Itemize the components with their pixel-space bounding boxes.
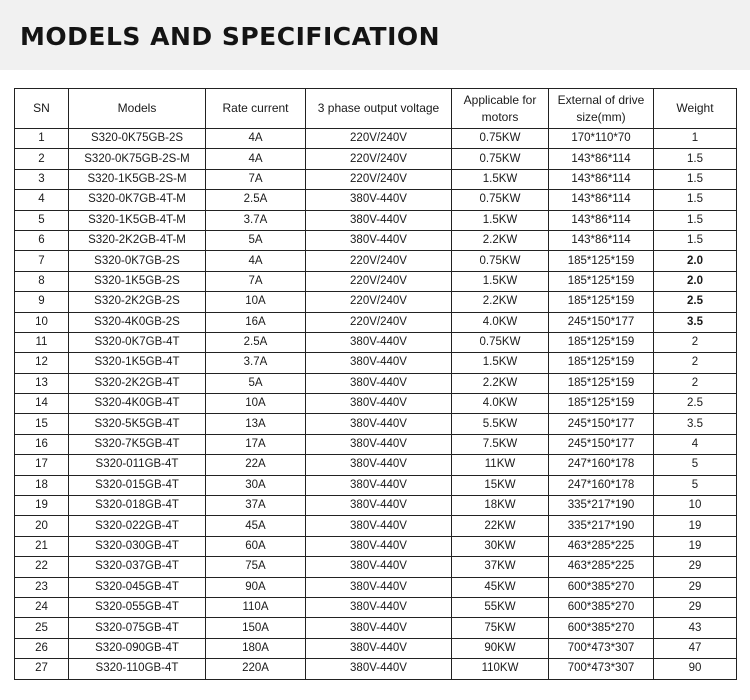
cell-rate-current: 110A [206, 597, 306, 617]
table-row [15, 332, 737, 352]
cell-model: S320-1K5GB-4T [69, 353, 206, 373]
cell-rate-current: 90A [206, 577, 306, 597]
cell-model: S320-1K5GB-2S [69, 271, 206, 291]
table-row [15, 455, 737, 475]
cell-model: S320-5K5GB-4T [69, 414, 206, 434]
cell-output-voltage: 380V-440V [306, 516, 452, 536]
cell-motor-power: 1.5KW [452, 271, 549, 291]
cell-weight: 2.5 [654, 292, 737, 312]
cell-drive-size: 185*125*159 [549, 271, 654, 291]
cell-model: S320-055GB-4T [69, 597, 206, 617]
table-row [15, 129, 737, 149]
cell-rate-current: 22A [206, 455, 306, 475]
cell-model: S320-090GB-4T [69, 638, 206, 658]
cell-sn: 12 [15, 353, 69, 373]
cell-motor-power: 22KW [452, 516, 549, 536]
cell-motor-power: 15KW [452, 475, 549, 495]
cell-sn: 27 [15, 659, 69, 679]
table-row [15, 597, 737, 617]
cell-output-voltage: 380V-440V [306, 659, 452, 679]
cell-sn: 25 [15, 618, 69, 638]
cell-output-voltage: 380V-440V [306, 414, 452, 434]
cell-sn: 20 [15, 516, 69, 536]
table-row [15, 434, 737, 454]
table-row [15, 557, 737, 577]
cell-model: S320-045GB-4T [69, 577, 206, 597]
cell-motor-power: 1.5KW [452, 353, 549, 373]
cell-rate-current: 7A [206, 271, 306, 291]
cell-weight: 5 [654, 475, 737, 495]
cell-sn: 16 [15, 434, 69, 454]
table-row [15, 516, 737, 536]
cell-weight: 29 [654, 577, 737, 597]
cell-sn: 15 [15, 414, 69, 434]
cell-weight: 29 [654, 557, 737, 577]
cell-rate-current: 4A [206, 129, 306, 149]
cell-motor-power: 75KW [452, 618, 549, 638]
header-weight: Weight [654, 89, 737, 129]
cell-drive-size: 185*125*159 [549, 394, 654, 414]
cell-weight: 4 [654, 434, 737, 454]
cell-drive-size: 185*125*159 [549, 353, 654, 373]
header-applicable-line2: motors [481, 109, 519, 124]
table-row [15, 394, 737, 414]
cell-model: S320-110GB-4T [69, 659, 206, 679]
cell-weight: 1.5 [654, 149, 737, 169]
cell-weight: 1.5 [654, 190, 737, 210]
cell-sn: 10 [15, 312, 69, 332]
cell-sn: 19 [15, 496, 69, 516]
header-models: Models [69, 89, 206, 129]
cell-drive-size: 600*385*270 [549, 618, 654, 638]
cell-drive-size: 463*285*225 [549, 536, 654, 556]
cell-rate-current: 5A [206, 230, 306, 250]
cell-motor-power: 37KW [452, 557, 549, 577]
cell-rate-current: 3.7A [206, 210, 306, 230]
cell-model: S320-030GB-4T [69, 536, 206, 556]
cell-sn: 24 [15, 597, 69, 617]
table-row [15, 292, 737, 312]
cell-rate-current: 150A [206, 618, 306, 638]
cell-motor-power: 11KW [452, 455, 549, 475]
cell-model: S320-0K7GB-2S [69, 251, 206, 271]
cell-drive-size: 185*125*159 [549, 332, 654, 352]
cell-output-voltage: 380V-440V [306, 597, 452, 617]
cell-drive-size: 143*86*114 [549, 169, 654, 189]
cell-model: S320-2K2GB-4T [69, 373, 206, 393]
cell-weight: 3.5 [654, 312, 737, 332]
cell-sn: 2 [15, 149, 69, 169]
cell-weight: 43 [654, 618, 737, 638]
table-row [15, 312, 737, 332]
cell-drive-size: 600*385*270 [549, 577, 654, 597]
cell-output-voltage: 380V-440V [306, 618, 452, 638]
cell-sn: 7 [15, 251, 69, 271]
cell-rate-current: 75A [206, 557, 306, 577]
cell-sn: 1 [15, 129, 69, 149]
table-row [15, 496, 737, 516]
table-row [15, 536, 737, 556]
cell-drive-size: 143*86*114 [549, 210, 654, 230]
cell-model: S320-2K2GB-4T-M [69, 230, 206, 250]
cell-drive-size: 600*385*270 [549, 597, 654, 617]
page-header [0, 0, 750, 70]
cell-rate-current: 2.5A [206, 332, 306, 352]
cell-output-voltage: 380V-440V [306, 455, 452, 475]
cell-sn: 23 [15, 577, 69, 597]
cell-rate-current: 10A [206, 394, 306, 414]
cell-drive-size: 245*150*177 [549, 414, 654, 434]
cell-sn: 13 [15, 373, 69, 393]
cell-sn: 3 [15, 169, 69, 189]
cell-weight: 90 [654, 659, 737, 679]
cell-output-voltage: 220V/240V [306, 271, 452, 291]
cell-motor-power: 18KW [452, 496, 549, 516]
cell-output-voltage: 380V-440V [306, 190, 452, 210]
cell-rate-current: 45A [206, 516, 306, 536]
cell-rate-current: 16A [206, 312, 306, 332]
table-row [15, 190, 737, 210]
cell-motor-power: 2.2KW [452, 292, 549, 312]
cell-weight: 1.5 [654, 169, 737, 189]
header-external-size [549, 89, 654, 129]
cell-weight: 10 [654, 496, 737, 516]
table-row [15, 373, 737, 393]
cell-rate-current: 10A [206, 292, 306, 312]
cell-output-voltage: 380V-440V [306, 210, 452, 230]
table-row [15, 169, 737, 189]
cell-model: S320-2K2GB-2S [69, 292, 206, 312]
table-row [15, 230, 737, 250]
cell-rate-current: 37A [206, 496, 306, 516]
cell-output-voltage: 380V-440V [306, 475, 452, 495]
header-sn: SN [15, 89, 69, 129]
cell-model: S320-4K0GB-2S [69, 312, 206, 332]
cell-weight: 2 [654, 373, 737, 393]
cell-motor-power: 1.5KW [452, 169, 549, 189]
cell-rate-current: 7A [206, 169, 306, 189]
cell-sn: 17 [15, 455, 69, 475]
cell-drive-size: 185*125*159 [549, 251, 654, 271]
cell-drive-size: 185*125*159 [549, 373, 654, 393]
cell-output-voltage: 220V/240V [306, 149, 452, 169]
cell-rate-current: 180A [206, 638, 306, 658]
cell-weight: 19 [654, 516, 737, 536]
cell-weight: 1 [654, 129, 737, 149]
cell-sn: 21 [15, 536, 69, 556]
header-external-line2: size(mm) [576, 109, 626, 124]
cell-output-voltage: 380V-440V [306, 638, 452, 658]
cell-drive-size: 245*150*177 [549, 312, 654, 332]
cell-drive-size: 700*473*307 [549, 638, 654, 658]
cell-motor-power: 2.2KW [452, 230, 549, 250]
cell-weight: 2 [654, 332, 737, 352]
cell-motor-power: 1.5KW [452, 210, 549, 230]
cell-motor-power: 7.5KW [452, 434, 549, 454]
cell-weight: 1.5 [654, 210, 737, 230]
cell-drive-size: 245*150*177 [549, 434, 654, 454]
cell-sn: 6 [15, 230, 69, 250]
cell-model: S320-1K5GB-2S-M [69, 169, 206, 189]
cell-model: S320-4K0GB-4T [69, 394, 206, 414]
cell-rate-current: 4A [206, 149, 306, 169]
cell-output-voltage: 220V/240V [306, 312, 452, 332]
cell-sn: 5 [15, 210, 69, 230]
cell-output-voltage: 380V-440V [306, 557, 452, 577]
cell-output-voltage: 380V-440V [306, 353, 452, 373]
cell-output-voltage: 380V-440V [306, 394, 452, 414]
cell-motor-power: 30KW [452, 536, 549, 556]
cell-sn: 26 [15, 638, 69, 658]
cell-output-voltage: 220V/240V [306, 169, 452, 189]
cell-drive-size: 170*110*70 [549, 129, 654, 149]
cell-output-voltage: 220V/240V [306, 251, 452, 271]
cell-sn: 22 [15, 557, 69, 577]
cell-weight: 19 [654, 536, 737, 556]
cell-rate-current: 60A [206, 536, 306, 556]
cell-model: S320-018GB-4T [69, 496, 206, 516]
cell-drive-size: 247*160*178 [549, 455, 654, 475]
cell-motor-power: 2.2KW [452, 373, 549, 393]
cell-weight: 47 [654, 638, 737, 658]
cell-model: S320-015GB-4T [69, 475, 206, 495]
cell-rate-current: 30A [206, 475, 306, 495]
cell-sn: 14 [15, 394, 69, 414]
table-row [15, 577, 737, 597]
header-external-line1: External of drive [557, 92, 645, 107]
cell-model: S320-037GB-4T [69, 557, 206, 577]
header-applicable-motors [452, 89, 549, 129]
cell-model: S320-1K5GB-4T-M [69, 210, 206, 230]
cell-sn: 9 [15, 292, 69, 312]
cell-drive-size: 463*285*225 [549, 557, 654, 577]
cell-output-voltage: 380V-440V [306, 577, 452, 597]
cell-motor-power: 0.75KW [452, 332, 549, 352]
table-row [15, 414, 737, 434]
cell-weight: 5 [654, 455, 737, 475]
cell-rate-current: 17A [206, 434, 306, 454]
cell-drive-size: 185*125*159 [549, 292, 654, 312]
cell-motor-power: 110KW [452, 659, 549, 679]
cell-weight: 2.0 [654, 251, 737, 271]
cell-sn: 18 [15, 475, 69, 495]
cell-model: S320-011GB-4T [69, 455, 206, 475]
page-title: MODELS AND SPECIFICATION [20, 22, 441, 51]
cell-motor-power: 0.75KW [452, 251, 549, 271]
cell-rate-current: 220A [206, 659, 306, 679]
cell-drive-size: 335*217*190 [549, 496, 654, 516]
cell-model: S320-0K7GB-4T [69, 332, 206, 352]
cell-motor-power: 4.0KW [452, 394, 549, 414]
cell-weight: 2.5 [654, 394, 737, 414]
cell-output-voltage: 380V-440V [306, 434, 452, 454]
cell-output-voltage: 380V-440V [306, 332, 452, 352]
cell-output-voltage: 380V-440V [306, 536, 452, 556]
cell-drive-size: 335*217*190 [549, 516, 654, 536]
table-row [15, 271, 737, 291]
table-row [15, 475, 737, 495]
cell-model: S320-022GB-4T [69, 516, 206, 536]
cell-motor-power: 0.75KW [452, 190, 549, 210]
cell-output-voltage: 220V/240V [306, 129, 452, 149]
cell-weight: 3.5 [654, 414, 737, 434]
cell-output-voltage: 380V-440V [306, 230, 452, 250]
cell-rate-current: 5A [206, 373, 306, 393]
table-row [15, 618, 737, 638]
cell-rate-current: 3.7A [206, 353, 306, 373]
table-row [15, 353, 737, 373]
cell-model: S320-075GB-4T [69, 618, 206, 638]
cell-drive-size: 143*86*114 [549, 190, 654, 210]
cell-sn: 11 [15, 332, 69, 352]
cell-rate-current: 13A [206, 414, 306, 434]
cell-motor-power: 45KW [452, 577, 549, 597]
cell-weight: 2 [654, 353, 737, 373]
cell-motor-power: 4.0KW [452, 312, 549, 332]
table-header-row [15, 89, 737, 129]
table-row [15, 659, 737, 679]
cell-model: S320-7K5GB-4T [69, 434, 206, 454]
cell-weight: 1.5 [654, 230, 737, 250]
cell-weight: 2.0 [654, 271, 737, 291]
header-applicable-line1: Applicable for [463, 92, 537, 107]
cell-rate-current: 2.5A [206, 190, 306, 210]
cell-weight: 29 [654, 597, 737, 617]
cell-motor-power: 0.75KW [452, 149, 549, 169]
cell-model: S320-0K7GB-4T-M [69, 190, 206, 210]
cell-output-voltage: 220V/240V [306, 292, 452, 312]
header-rate-current: Rate current [206, 89, 306, 129]
cell-motor-power: 0.75KW [452, 129, 549, 149]
cell-motor-power: 90KW [452, 638, 549, 658]
table-row [15, 210, 737, 230]
cell-output-voltage: 380V-440V [306, 496, 452, 516]
cell-drive-size: 143*86*114 [549, 149, 654, 169]
cell-motor-power: 55KW [452, 597, 549, 617]
cell-rate-current: 4A [206, 251, 306, 271]
cell-sn: 8 [15, 271, 69, 291]
cell-drive-size: 247*160*178 [549, 475, 654, 495]
cell-drive-size: 143*86*114 [549, 230, 654, 250]
cell-output-voltage: 380V-440V [306, 373, 452, 393]
table-row [15, 149, 737, 169]
header-output-voltage: 3 phase output voltage [306, 89, 452, 129]
cell-model: S320-0K75GB-2S-M [69, 149, 206, 169]
specification-table [14, 88, 737, 680]
table-row [15, 638, 737, 658]
cell-sn: 4 [15, 190, 69, 210]
table-row [15, 251, 737, 271]
cell-drive-size: 700*473*307 [549, 659, 654, 679]
cell-model: S320-0K75GB-2S [69, 129, 206, 149]
cell-motor-power: 5.5KW [452, 414, 549, 434]
